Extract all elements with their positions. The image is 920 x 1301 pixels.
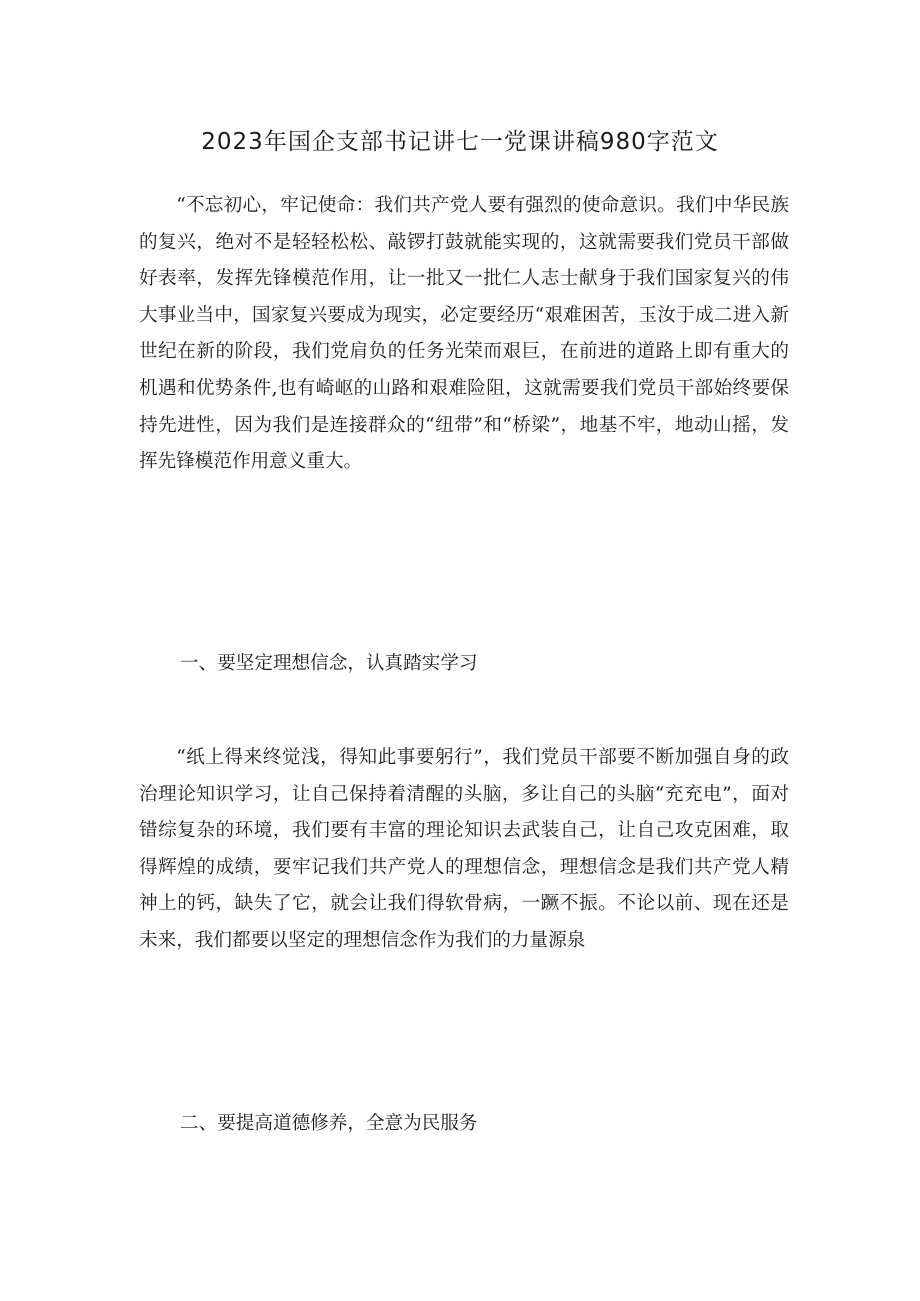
section-heading-2: 二、要提高道德修养，全意为民服务 (180, 1113, 478, 1134)
section-heading-1: 一、要坚定理想信念，认真踏实学习 (180, 653, 478, 674)
section-1-paragraph: “纸上得来终觉浅，得知此事要躬行”，我们党员干部要不断加强自身的政治理论知识学习，让自己保持着清醒的头脑，多让自己的头脑“充充电”，面对错综复杂的环境，我们要有丰富的理论知识去武装自己，让自己攻克困难，取得辉煌的成绩，要牢记我们共产党人的理想信念，理想信念是我们共产党人精神上的钙，缺失了它，就会让我们得软骨病，一蹶不振。不论以前、现在还是未来，我们都要以坚定的理想信念作为我们的力量源泉 (139, 747, 789, 951)
intro-paragraph: “不忘初心，牢记使命：我们共产党人要有强烈的使命意识。我们中华民族的复兴，绝对不是轻轻松松、敲锣打鼓就能实现的，这就需要我们党员干部做好表率，发挥先锋模范作用，让一批又一批仁人志士献身于我们国家复兴的伟大事业当中，国家复兴要成为现实，必定要经历“艰难困苦，玉汝于成二进入新世纪在新的阶段，我们党肩负的任务光荣而艰巨，在前进的道路上即有重大的机遇和优势条件,也有崎岖的山路和艰难险阻，这就需要我们党员干部始终要保持先进性，因为我们是连接群众的“纽带”和“桥梁”，地基不牢，地动山摇，发挥先锋模范作用意义重大。 (139, 195, 789, 473)
document-title: 2023年国企支部书记讲七一党课讲稿980字范文 (201, 129, 719, 155)
